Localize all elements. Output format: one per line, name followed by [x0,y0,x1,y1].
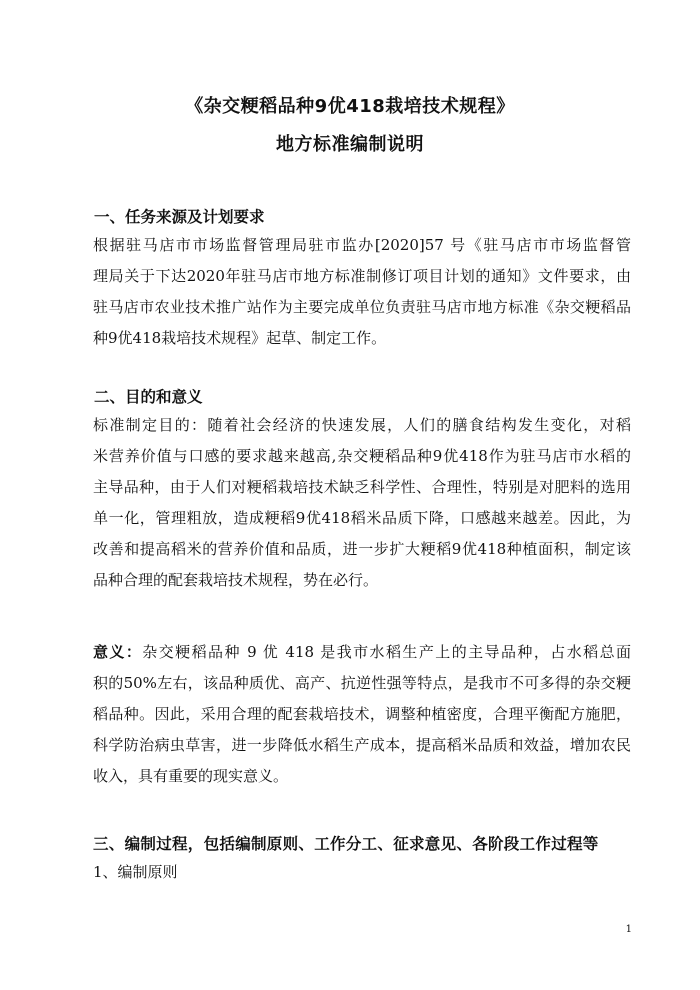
paragraph-line: 主导品种，由于人们对粳稻栽培技术缺乏科学性、合理性，特别是对肥料的选用 [93,478,631,496]
paragraph-line: 稻品种。因此，采用合理的配套栽培技术，调整种植密度，合理平衡配方施肥， [93,705,631,723]
paragraph-line: 单一化，管理粗放，造成粳稻9优418稻米品质下降，口感越来越差。因此，为 [93,509,631,527]
paragraph-line: 米营养价值与口感的要求越来越高,杂交粳稻品种9优418作为驻马店市水稻的 [93,447,631,465]
paragraph-line [93,637,631,668]
section-1-heading: 一、任务来源及计划要求 [94,208,265,226]
paragraph-line: 科学防治病虫草害，进一步降低水稻生产成本，提高稻米品质和效益，增加农民 [93,736,631,754]
significance-text: 杂交粳稻品种 9 优 418 是我市水稻生产上的主导品种，占水稻总面 [142,643,631,661]
paragraph-line: 标准制定目的：随着社会经济的快速发展，人们的膳食结构发生变化，对稻 [93,416,631,434]
significance-label: 意义： [93,643,143,661]
document-subtitle: 地方标准编制说明 [276,134,424,155]
document-title: 《杂交粳稻品种9优418栽培技术规程》 [185,96,515,117]
paragraph-line: 理局关于下达2020年驻马店市地方标准制修订项目计划的通知》文件要求，由 [93,267,631,285]
paragraph-line: 种9优418栽培技术规程》起草、制定工作。 [93,329,387,347]
paragraph-line: 驻马店市农业技术推广站作为主要完成单位负责驻马店市地方标准《杂交粳稻品 [93,298,631,316]
section-2-heading: 二、目的和意义 [94,388,203,406]
page-number: 1 [625,924,632,935]
section-2-purpose-paragraph [93,410,631,596]
section-2-significance-paragraph [93,637,631,792]
section-3-subheading: 1、编制原则 [93,863,178,881]
paragraph-line: 改善和提高稻米的营养价值和品质，进一步扩大粳稻9优418种植面积，制定该 [93,540,631,558]
paragraph-line: 根据驻马店市市场监督管理局驻市监办[2020]57 号《驻马店市市场监督管 [93,236,631,254]
section-3-heading: 三、编制过程，包括编制原则、工作分工、征求意见、各阶段工作过程等 [93,835,599,853]
paragraph-line: 积的50%左右，该品种质优、高产、抗逆性强等特点，是我市不可多得的杂交粳 [93,674,631,692]
paragraph-line: 收入，具有重要的现实意义。 [93,767,289,785]
section-1-paragraph [93,230,631,354]
paragraph-line: 品种合理的配套栽培技术规程，势在必行。 [93,571,379,589]
